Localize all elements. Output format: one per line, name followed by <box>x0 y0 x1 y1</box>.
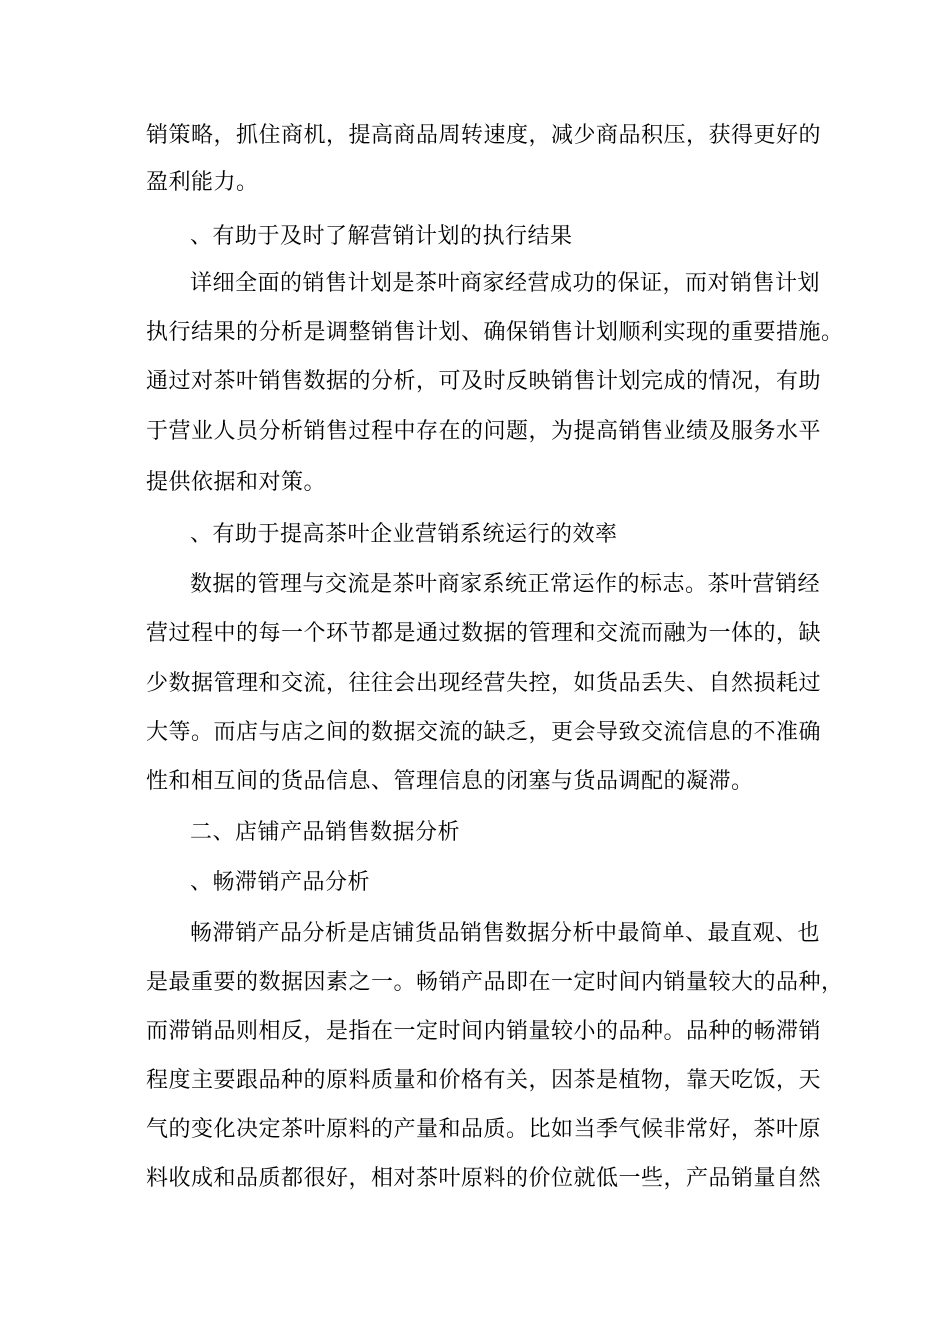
text-line: 大等。而店与店之间的数据交流的缺乏，更会导致交流信息的不准确 <box>146 720 822 745</box>
text-line: 料收成和品质都很好，相对茶叶原料的价位就低一些，产品销量自然 <box>146 1166 822 1191</box>
text-line: 通过对茶叶销售数据的分析，可及时反映销售计划完成的情况，有助 <box>146 369 822 394</box>
text-line: 而滞销品则相反，是指在一定时间内销量较小的品种。品种的畅滞销 <box>146 1019 822 1044</box>
text-line: 于营业人员分析销售过程中存在的问题，为提高销售业绩及服务水平 <box>146 419 822 444</box>
text-line: 执行结果的分析是调整销售计划、确保销售计划顺利实现的重要措施。 <box>146 320 844 345</box>
text-line: 提供依据和对策。 <box>146 470 327 495</box>
subsection-heading: 、畅滞销产品分析 <box>190 870 371 895</box>
section-heading: 、有助于提高茶叶企业营销系统运行的效率 <box>190 522 618 547</box>
text-line: 是最重要的数据因素之一。畅销产品即在一定时间内销量较大的品种， <box>146 970 844 995</box>
text-line: 少数据管理和交流，往往会出现经营失控，如货品丢失、自然损耗过 <box>146 671 822 696</box>
text-line: 数据的管理与交流是茶叶商家系统正常运作的标志。茶叶营销经 <box>190 572 821 597</box>
text-line: 性和相互间的货品信息、管理信息的闭塞与货品调配的凝滞。 <box>146 769 754 794</box>
text-line: 营过程中的每一个环节都是通过数据的管理和交流而融为一体的，缺 <box>146 621 822 646</box>
text-line: 详细全面的销售计划是茶叶商家经营成功的保证，而对销售计划 <box>190 271 821 296</box>
text-line: 畅滞销产品分析是店铺货品销售数据分析中最简单、最直观、也 <box>190 921 821 946</box>
text-line: 盈利能力。 <box>146 170 259 195</box>
section-heading: 、有助于及时了解营销计划的执行结果 <box>190 224 573 249</box>
text-line: 销策略，抓住商机，提高商品周转速度，减少商品积压，获得更好的 <box>146 123 822 148</box>
section-heading: 二、店铺产品销售数据分析 <box>190 820 461 845</box>
text-line: 气的变化决定茶叶原料的产量和品质。比如当季气候非常好，茶叶原 <box>146 1117 822 1142</box>
text-line: 程度主要跟品种的原料质量和价格有关，因茶是植物，靠天吃饭，天 <box>146 1068 822 1093</box>
